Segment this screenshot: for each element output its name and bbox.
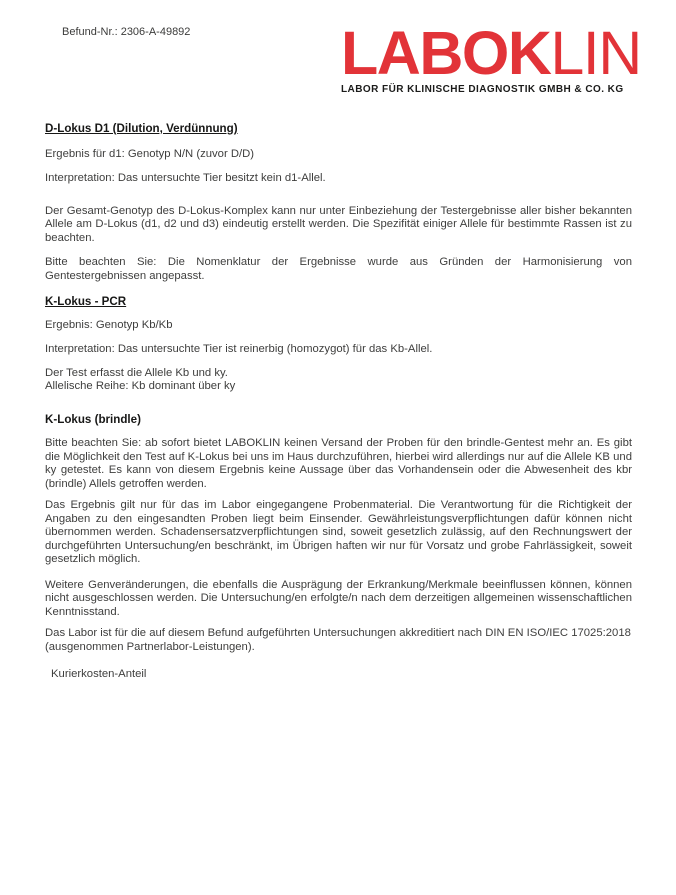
k-lokus-allele-info: [45, 367, 632, 394]
disclaimer-liability: Das Ergebnis gilt nur für das im Labor eingegangene Probenmaterial. Die Verantwortung für die Richtigkeit der Angaben zu den eingesandten Proben liegt beim Einsender. Gewährleistungsverpflichtungen dafür können nicht übernommen werden. Schadensersatzverpflichtungen sind, soweit gesetzlich zulässig, auf den Rechnungswert der durchgeführten Untersuchung/en beschränkt, im Übrigen haften wir nur für Vorsatz und grobe Fahrlässigkeit, soweit gesetzlich möglich.: [45, 499, 632, 565]
d-lokus-note-nomenclature: Bitte beachten Sie: Die Nomenklatur der Ergebnisse wurde aus Gründen der Harmonisierung von Gentestergebnissen angepasst.: [45, 256, 632, 282]
d-lokus-note-genotype: Der Gesamt-Genotyp des D-Lokus-Komplex kann nur unter Einbeziehung der Testergebnisse aller bisher bekannten Allele am D-Lokus (d1, d2 und d3) eindeutig erstellt werden. Die Spezifität einiger Allele für bestimmte Rassen ist zu beachten.: [45, 204, 632, 244]
k-lokus-result: Ergebnis: Genotyp Kb/Kb: [45, 318, 173, 331]
section-heading-d-lokus: D-Lokus D1 (Dilution, Verdünnung): [45, 122, 238, 135]
logo-wordmark-light: LIN: [550, 19, 641, 87]
k-lokus-allele-line2: Allelische Reihe: Kb dominant über ky: [45, 380, 236, 392]
section-heading-k-lokus-brindle: K-Lokus (brindle): [45, 412, 141, 426]
d-lokus-result: Ergebnis für d1: Genotyp N/N (zuvor D/D): [45, 147, 255, 160]
section-heading-k-lokus-pcr: K-Lokus - PCR: [45, 295, 127, 308]
accreditation-line2: (ausgenommen Partnerlabor-Leistungen).: [45, 640, 255, 653]
logo-wordmark-bold: LABOK: [341, 19, 551, 87]
k-lokus-allele-line1: Der Test erfasst die Allele Kb und ky.: [45, 366, 228, 379]
brindle-note: Bitte beachten Sie: ab sofort bietet LABOKLIN keinen Versand der Proben für den brindle-Gentest mehr an. Es gibt die Möglichkeit den Test auf K-Lokus bei uns im Haus durchzuführen, hierbei wird allerdings nur auf die Allele KB und ky getestet. Es kann von diesem Ergebnis keine Aussage über das Vorhandensein oder die Abwesenheit des kbr (brindle) Allels getroffen werden.: [45, 437, 632, 490]
disclaimer-scientific: Weitere Genveränderungen, die ebenfalls die Ausprägung der Erkrankung/Merkmale beeinflussen können, können nicht ausgeschlossen werden. Die Untersuchung/en erfolgte/n nach dem derzeitigen allgemeinen wissenschaftlichen Kenntnisstand.: [45, 578, 632, 618]
report-body: [45, 122, 632, 693]
d-lokus-interpretation: Interpretation: Das untersuchte Tier besitzt kein d1-Allel.: [45, 172, 326, 184]
courier-cost-item: Kurierkosten-Anteil: [51, 668, 147, 680]
befund-number: Befund-Nr.: 2306-A-49892: [62, 26, 191, 38]
logo-subtitle: LABOR FÜR KLINISCHE DIAGNOSTIK GMBH & CO. KG: [341, 84, 624, 96]
accreditation-line1: Das Labor ist für die auf diesem Befund aufgeführten Untersuchungen akkreditiert nach DIN EN ISO/IEC 17025:2018: [45, 627, 631, 639]
logo-wordmark: [341, 19, 656, 87]
k-lokus-interpretation: Interpretation: Das untersuchte Tier ist reinerbig (homozygot) für das Kb-Allel.: [45, 343, 433, 355]
laboklin-logo: [341, 19, 656, 96]
accreditation-note: [45, 627, 632, 654]
